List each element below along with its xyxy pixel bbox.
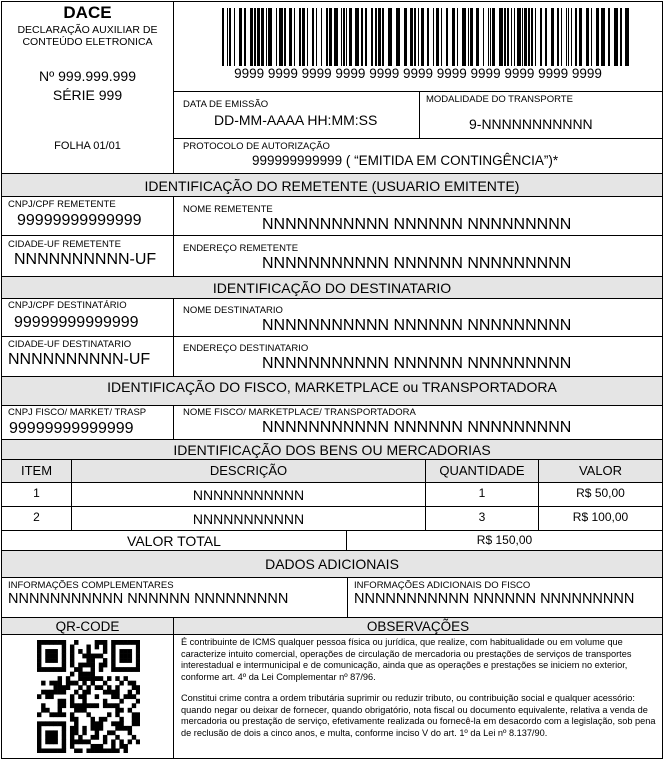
remetente-cidade-label: CIDADE-UF REMETENTE (8, 239, 121, 250)
col-quantidade-header (425, 459, 539, 483)
qr-code-header (1, 617, 174, 635)
table-row-2-item: 2 (33, 510, 40, 524)
table-row-2-item-cell (1, 506, 72, 531)
modalidade-label: MODALIDADE DO TRANSPORTE (426, 94, 573, 105)
fisco-cnpj-value: 99999999999999 (9, 420, 134, 437)
remetente-nome-value: NNNNNNNNNNN NNNNNN NNNNNNNNN (262, 216, 572, 233)
remetente-section-title: IDENTIFICAÇÃO DO REMETENTE (USUARIO EMITENTE) (144, 178, 520, 194)
fisco-nome-label: NOME FISCO/ MARKETPLACE/ TRANSPORTADORA (183, 407, 416, 418)
remetente-section-header (1, 173, 663, 197)
destinatario-section-header (1, 276, 663, 299)
table-row-1-valor-cell (538, 482, 663, 507)
qr-code-image (37, 640, 140, 753)
col-descricao-header (71, 459, 426, 483)
observacoes-header (173, 617, 663, 635)
barcode-number: 9999 9999 9999 9999 9999 9999 9999 9999 9999 9999 9999 (234, 66, 602, 81)
valor-total-label-cell (1, 530, 347, 551)
fisco-section-header (1, 376, 663, 406)
observacoes-title: OBSERVAÇÕES (366, 619, 470, 634)
col-quantidade-label: QUANTIDADE (439, 463, 525, 478)
remetente-cnpj-value: 99999999999999 (17, 212, 142, 229)
remetente-endereco-label: ENDEREÇO REMETENTE (183, 243, 299, 254)
table-row-1-quantidade: 1 (478, 486, 486, 500)
bens-section-title: IDENTIFICAÇÃO DOS BENS OU MERCADORIAS (173, 442, 491, 458)
dace-folha: FOLHA 01/01 (54, 140, 121, 152)
valor-total-value-cell (346, 530, 663, 551)
modalidade-value: 9-NNNNNNNNNNN (469, 116, 593, 132)
protocolo-label: PROTOCOLO DE AUTORIZAÇÃO (183, 141, 330, 152)
destinatario-cnpj-label: CNPJ/CPF DESTINATÁRIO (8, 300, 127, 311)
col-valor-label: VALOR (578, 463, 623, 478)
fisco-section-title: IDENTIFICAÇÃO DO FISCO, MARKETPLACE ou TRANSPORTADORA (107, 379, 557, 395)
remetente-endereco-value: NNNNNNNNNNN NNNNNN NNNNNNNNN (262, 255, 572, 272)
dace-subtitle-line2: CONTEÚDO ELETRONICA (22, 36, 153, 48)
info-complementares-value: NNNNNNNNNNN NNNNNN NNNNNNNNN (8, 591, 289, 607)
dace-title: DACE (63, 3, 112, 22)
table-row-2-valor: R$ 100,00 (572, 510, 629, 524)
destinatario-endereco-value: NNNNNNNNNNN NNNNNN NNNNNNNNN (262, 355, 572, 372)
valor-total-value: R$ 150,00 (476, 533, 533, 547)
table-row-1-valor: R$ 50,00 (576, 486, 625, 500)
dace-serie: SÉRIE 999 (52, 87, 123, 103)
dace-subtitle-line1: DECLARAÇÃO AUXILIAR DE (17, 24, 158, 36)
col-item-label: ITEM (20, 463, 53, 478)
table-row-1-descricao-cell (71, 482, 426, 507)
adicionais-section-header (1, 550, 663, 578)
destinatario-cidade-value: NNNNNNNNNN-UF (8, 351, 151, 368)
destinatario-cidade-label: CIDADE-UF DESTINATARIO (8, 339, 132, 350)
fisco-cnpj-label: CNPJ FISCO/ MARKET/ TRASP (8, 407, 147, 418)
table-row-2-quantidade: 3 (478, 510, 486, 524)
remetente-cnpj-label: CNPJ/CPF REMETENTE (8, 199, 116, 210)
col-item-header (1, 459, 72, 483)
info-fisco-value: NNNNNNNNNNN NNNNNN NNNNNNNNN (354, 591, 635, 607)
qr-code-title: QR-CODE (55, 619, 120, 634)
info-complementares-label: INFORMAÇÕES COMPLEMENTARES (8, 580, 174, 591)
data-emissao-label: DATA DE EMISSÃO (183, 99, 269, 110)
destinatario-endereco-label: ENDEREÇO DESTINATARIO (183, 343, 309, 354)
dace-number: Nº 999.999.999 (39, 68, 136, 84)
table-row-1-descricao: NNNNNNNNNNN (192, 487, 305, 503)
data-emissao-value: DD-MM-AAAA HH:MM:SS (214, 112, 378, 128)
col-descricao-label: DESCRIÇÃO (209, 463, 288, 478)
table-row-1-item-cell (1, 482, 72, 507)
protocolo-value: 999999999999 ( “EMITIDA EM CONTINGÊNCIA”)* (252, 153, 559, 168)
remetente-cidade-value: NNNNNNNNNN-UF (14, 251, 157, 268)
table-row-2-descricao: NNNNNNNNNNN (192, 511, 305, 527)
bens-section-header (1, 439, 663, 460)
destinatario-cnpj-value: 99999999999999 (14, 314, 139, 331)
table-row-2-valor-cell (538, 506, 663, 531)
destinatario-nome-label: NOME DESTINATARIO (183, 305, 283, 316)
table-row-1-item: 1 (33, 486, 40, 500)
remetente-nome-label: NOME REMETENTE (183, 204, 273, 215)
table-row-2-descricao-cell (71, 506, 426, 531)
table-row-2-quantidade-cell (425, 506, 539, 531)
info-fisco-label: INFORMAÇÕES ADICIONAIS DO FISCO (354, 580, 531, 591)
table-row-1-quantidade-cell (425, 482, 539, 507)
fisco-nome-value: NNNNNNNNNNN NNNNNN NNNNNNNNN (262, 419, 572, 436)
observacoes-paragraph-2: Constitui crime contra a ordem tributária suprimir ou reduzir tributo, ou contribuição social e qualquer acessório: quando negar ou deixar de fornecer, quando obrigatório, nota fiscal ou documento equivalente, relativa a venda de mercadoria ou prestação de serviço, efetivamente realizada ou fornecê-la em desacordo com a legislação, sob pena de reclusão de dois a cinco anos, e multa, conforme inciso V do art. 1º da Lei nº 8.137/90. (181, 693, 656, 738)
col-valor-header (538, 459, 663, 483)
adicionais-section-title: DADOS ADICIONAIS (265, 556, 399, 572)
destinatario-nome-value: NNNNNNNNNNN NNNNNN NNNNNNNNN (262, 317, 572, 334)
valor-total-label: VALOR TOTAL (127, 533, 221, 549)
destinatario-section-title: IDENTIFICAÇÃO DO DESTINATARIO (212, 280, 452, 296)
observacoes-paragraph-1: É contribuinte de ICMS qualquer pessoa física ou jurídica, que realize, com habitualidade ou em volume que caracterize intuito comercial, operações de circulação de mercadoria ou prestações de serviços de transportes interestadual e intermunicipal e de comunicação, ainda que as operações e prestações se iniciem no exterior, conforme art. 4º da Lei Complementar nº 87/96. (181, 637, 632, 682)
barcode (222, 8, 632, 66)
